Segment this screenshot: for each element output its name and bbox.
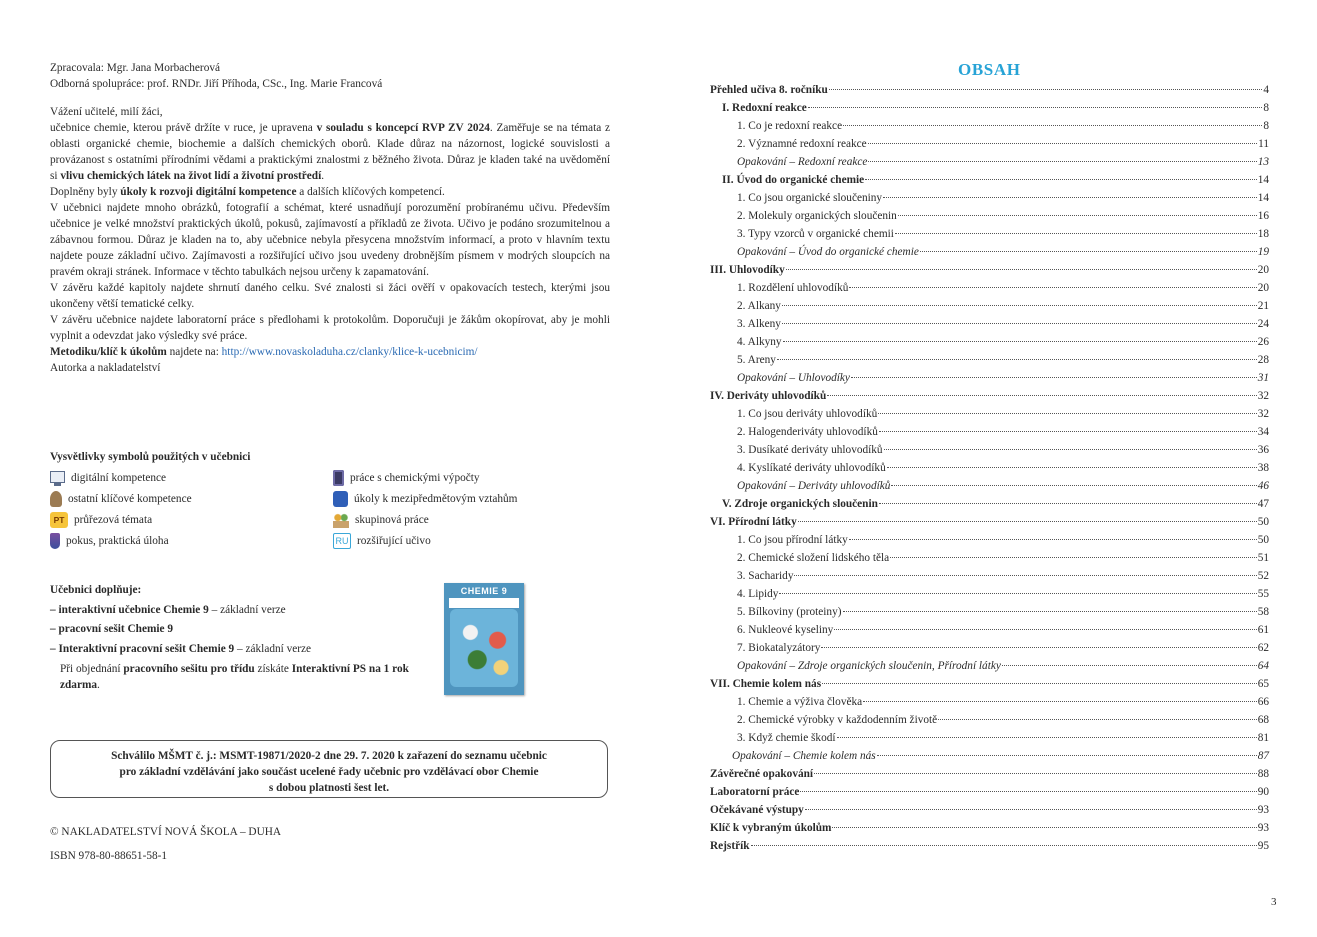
toc-leader-dots	[884, 449, 1257, 450]
toc-entry-page: 31	[1257, 372, 1269, 384]
toc-leader-dots	[891, 485, 1256, 486]
toc-entry-page: 65	[1257, 678, 1269, 690]
toc-entry-page: 36	[1257, 444, 1269, 456]
toc-entry-page: 90	[1257, 786, 1269, 798]
toc-entry-label: 2. Chemické výrobky v každodenním životě	[737, 714, 938, 726]
toc-entry-label: 1. Co jsou organické sloučeniny	[737, 192, 883, 204]
legend-grid	[50, 469, 610, 549]
toc-leader-dots	[782, 323, 1257, 324]
toc-row	[710, 369, 1269, 387]
legend-label: práce s chemickými výpočty	[350, 471, 480, 484]
toc-leader-dots	[843, 125, 1262, 126]
toc-entry-label: VI. Přírodní látky	[710, 516, 797, 528]
toc-entry-page: 4	[1263, 84, 1269, 96]
text-run-bold: pracovního sešitu pro třídu	[123, 663, 255, 675]
intro-text	[50, 104, 610, 376]
toc-entry-label: Závěrečné opakování	[710, 768, 814, 780]
text-run: najdete na:	[166, 346, 222, 358]
supplement-version: – základní verze	[208, 603, 286, 616]
toc-leader-dots	[782, 305, 1257, 306]
toc-entry-label: 5. Bílkoviny (proteiny)	[737, 606, 842, 618]
legend-item	[333, 469, 610, 486]
toc-leader-dots	[814, 773, 1257, 774]
toc-entry-label: 2. Molekuly organických sloučenin	[737, 210, 897, 222]
computer-icon	[50, 471, 65, 483]
emphasis-environment: vlivu chemických látek na život lidí a životní prostředí	[60, 170, 322, 182]
supplement-note	[50, 661, 430, 693]
intro-paragraph-2	[50, 184, 610, 200]
legend-title: Vysvětlivky symbolů použitých v učebnici	[50, 451, 251, 463]
toc-leader-dots	[920, 251, 1257, 252]
toc-entry-label: 7. Biokatalyzátory	[737, 642, 821, 654]
toc-entry-page: 20	[1257, 282, 1269, 294]
toc-leader-dots	[849, 287, 1256, 288]
toc-row	[710, 99, 1269, 117]
toc-entry-page: 95	[1257, 840, 1269, 852]
supplement-name: – interaktivní učebnice Chemie 9	[50, 603, 209, 616]
toc-row	[710, 585, 1269, 603]
toc-entry-label: Opakování – Uhlovodíky	[737, 372, 850, 384]
toc-entry-label: 3. Typy vzorců v organické chemii	[737, 228, 894, 240]
toc-row	[710, 81, 1269, 99]
toc-entry-page: 38	[1257, 462, 1269, 474]
text-run-bold: Interaktivní PS na 1 rok zdarma	[60, 663, 409, 691]
toc-entry-label: IV. Deriváty uhlovodíků	[710, 390, 827, 402]
toc-entry-page: 18	[1257, 228, 1269, 240]
toc-entry-label: 3. Když chemie škodí	[737, 732, 836, 744]
toc-entry-label: Laboratorní práce	[710, 786, 800, 798]
toc-entry-page: 88	[1257, 768, 1269, 780]
legend-label: úkoly k mezipředmětovým vztahům	[354, 492, 518, 505]
text-run: Při objednání	[60, 663, 124, 675]
toc-row	[710, 297, 1269, 315]
toc-row	[710, 621, 1269, 639]
cover-title: CHEMIE 9	[460, 586, 508, 596]
supplements-title	[50, 581, 430, 601]
toc-entry-page: 87	[1257, 750, 1269, 762]
legend-item	[50, 469, 333, 486]
toc-entry-page: 21	[1257, 300, 1269, 312]
toc-leader-dots	[878, 413, 1256, 414]
toc-leader-dots	[822, 683, 1257, 684]
toc-entry-label: 3. Alkeny	[737, 318, 781, 330]
toc-leader-dots	[868, 143, 1257, 144]
toc-entry-page: 93	[1257, 822, 1269, 834]
supplement-name: – Interaktivní pracovní sešit Chemie 9	[50, 642, 235, 655]
toc-entry-page: 14	[1257, 192, 1269, 204]
toc-entry-label: Opakování – Úvod do organické chemie	[737, 246, 919, 258]
legend-item	[50, 490, 333, 507]
toc-entry-label: VII. Chemie kolem nás	[710, 678, 822, 690]
toc-row	[710, 333, 1269, 351]
intro-paragraph-1	[50, 120, 610, 184]
credits	[50, 60, 610, 92]
toc-row	[710, 603, 1269, 621]
toc-leader-dots	[777, 359, 1257, 360]
toc-entry-page: 55	[1257, 588, 1269, 600]
toc-entry-page: 46	[1257, 480, 1269, 492]
toc-row	[710, 747, 1269, 765]
toc-leader-dots	[849, 539, 1257, 540]
toc-entry-page: 51	[1257, 552, 1269, 564]
toc-entry-page: 28	[1257, 354, 1269, 366]
toc-leader-dots	[808, 107, 1263, 108]
cover-illustration	[450, 609, 518, 687]
toc-row	[710, 189, 1269, 207]
toc-row	[710, 783, 1269, 801]
toc-entry-label: Klíč k vybraným úkolům	[710, 822, 832, 834]
supplements	[50, 581, 430, 693]
toc-entry-page: 50	[1257, 534, 1269, 546]
group-icon	[333, 512, 349, 528]
toc-leader-dots	[865, 179, 1257, 180]
ru-icon: RU	[333, 533, 351, 549]
toc-entry-label: 1. Co jsou přírodní látky	[737, 534, 848, 546]
text-run: Doplněny byly	[50, 186, 121, 198]
toc-entry-label: 5. Areny	[737, 354, 776, 366]
flask-icon	[50, 533, 60, 549]
toc-leader-dots	[751, 845, 1257, 846]
method-link[interactable]: http://www.novaskoladuha.cz/clanky/klice-k-ucebnicim/	[221, 346, 478, 358]
toc-entry-page: 32	[1257, 408, 1269, 420]
toc-entry-page: 62	[1257, 642, 1269, 654]
toc-leader-dots	[779, 593, 1256, 594]
toc-leader-dots	[837, 737, 1257, 738]
toc-entry-page: 52	[1257, 570, 1269, 582]
toc-row	[710, 837, 1269, 855]
toc-row	[710, 135, 1269, 153]
toc-leader-dots	[798, 521, 1257, 522]
toc-row	[710, 423, 1269, 441]
toc-entry-page: 81	[1257, 732, 1269, 744]
legend-label: skupinová práce	[355, 513, 429, 526]
intro-paragraph-3: V učebnici najdete mnoho obrázků, fotografií a schémat, které usnadňují porozumění probíranému učivu. Především učebnice je velké množství praktických úkolů, pokusů, zajímavostí a příkladů ze života. Učivo je podáno srozumitelnou a zábavnou formou. Důraz je kladen na to, aby učebnice nebyla přesycena množstvím informací, a proto v hlavním textu najdete pouze základní učivo. Zajímavosti a rozšiřující učivo jsou uvedeny drobnějším písmem v modrých sloupcích na pravém okraji stránek. Informace v těchto tabulkách nejsou určeny k zapamatování.	[50, 202, 610, 278]
toc-entry-label: Opakování – Zdroje organických sloučenin, Přírodní látky	[737, 660, 1001, 672]
toc-row	[710, 243, 1269, 261]
toc-leader-dots	[883, 197, 1257, 198]
emphasis-digital: úkoly k rozvoji digitální kompetence	[120, 186, 297, 198]
left-page	[50, 60, 610, 376]
legend-label: pokus, praktická úloha	[66, 534, 169, 547]
toc-row	[710, 675, 1269, 693]
text-run: učebnice chemie, kterou právě držíte v ruce, je upravena	[50, 122, 317, 134]
toc-entry-label: Přehled učiva 8. ročníku	[710, 84, 828, 96]
toc-row	[710, 117, 1269, 135]
page-number: 3	[1271, 896, 1277, 908]
collaborators-line: Odborná spolupráce: prof. RNDr. Jiří Příhoda, CSc., Ing. Marie Francová	[50, 78, 383, 90]
toc-entry-page: 11	[1258, 138, 1269, 150]
toc-entry-label: Rejstřík	[710, 840, 750, 852]
toc-entry-label: 3. Dusíkaté deriváty uhlovodíků	[737, 444, 883, 456]
toc-row	[710, 387, 1269, 405]
toc-leader-dots	[794, 575, 1256, 576]
toc-leader-dots	[834, 629, 1256, 630]
toc-row	[710, 279, 1269, 297]
toc-row	[710, 441, 1269, 459]
toc-entry-label: 3. Sacharidy	[737, 570, 794, 582]
legend-item	[50, 511, 333, 528]
toc-entry-label: 2. Chemické složení lidského těla	[737, 552, 890, 564]
toc-leader-dots	[786, 269, 1257, 270]
toc-entry-page: 24	[1257, 318, 1269, 330]
symbol-legend	[50, 451, 610, 549]
text-run: získáte	[254, 663, 292, 675]
toc-row	[710, 477, 1269, 495]
toc-entry-label: 4. Alkyny	[737, 336, 782, 348]
calculator-icon	[333, 470, 344, 486]
toc-entry-label: 1. Rozdělení uhlovodíků	[737, 282, 849, 294]
supplement-item	[50, 620, 430, 640]
toc-entry-page: 20	[1257, 264, 1269, 276]
toc-row	[710, 225, 1269, 243]
toc-row	[710, 459, 1269, 477]
text-run: a dalších klíčových kompetencí.	[296, 186, 445, 198]
toc-leader-dots	[879, 503, 1257, 504]
toc-leader-dots	[821, 647, 1256, 648]
toc-entry-page: 26	[1257, 336, 1269, 348]
toc-row	[710, 765, 1269, 783]
toc-row	[710, 693, 1269, 711]
toc-entry-label: I. Redoxní reakce	[722, 102, 807, 114]
toc-row	[710, 549, 1269, 567]
toc-row	[710, 351, 1269, 369]
toc-row	[710, 801, 1269, 819]
toc-row	[710, 495, 1269, 513]
emphasis-rvp: v souladu s koncepcí RVP ZV 2024	[316, 122, 490, 134]
toc-leader-dots	[1002, 665, 1257, 666]
toc-leader-dots	[877, 755, 1257, 756]
toc-entry-page: 16	[1257, 210, 1269, 222]
toc-entry-page: 50	[1257, 516, 1269, 528]
supplements-heading: Učebnici doplňuje:	[50, 584, 142, 596]
toc-entry-label: 2. Halogenderiváty uhlovodíků	[737, 426, 878, 438]
toc-leader-dots	[783, 341, 1257, 342]
toc-entry-page: 68	[1257, 714, 1269, 726]
approval-line: s dobou platnosti šest let.	[268, 782, 390, 794]
toc-entry-page: 19	[1257, 246, 1269, 258]
method-label: Metodiku/klíč k úkolům	[50, 346, 167, 358]
text-run: .	[321, 170, 325, 182]
legend-label: digitální kompetence	[71, 471, 167, 484]
toc-row	[710, 171, 1269, 189]
toc-entry-page: 64	[1257, 660, 1269, 672]
toc-entry-label: Opakování – Deriváty uhlovodíků	[737, 480, 891, 492]
toc-entry-page: 14	[1257, 174, 1269, 186]
toc-entry-label: 2. Významné redoxní reakce	[737, 138, 867, 150]
toc-entry-page: 13	[1257, 156, 1269, 168]
toc-entry-page: 34	[1257, 426, 1269, 438]
toc-leader-dots	[898, 215, 1257, 216]
legend-item	[333, 532, 610, 549]
toc-entry-label: Opakování – Redoxní reakce	[737, 156, 868, 168]
supplement-version: – základní verze	[234, 642, 312, 655]
toc-row	[710, 729, 1269, 747]
toc-leader-dots	[800, 791, 1256, 792]
toc-row	[710, 711, 1269, 729]
book-cover-image	[444, 583, 524, 695]
toc-entry-page: 8	[1263, 120, 1269, 132]
toc-row	[710, 207, 1269, 225]
toc-leader-dots	[829, 89, 1263, 90]
supplement-item	[50, 601, 430, 621]
legend-item	[333, 490, 610, 507]
legend-label: průřezová témata	[74, 513, 153, 526]
toc-row	[710, 261, 1269, 279]
legend-label: rozšiřující učivo	[357, 534, 431, 547]
toc-leader-dots	[863, 701, 1257, 702]
text-run: . Zaměřuje se na témata z oblasti organické chemie, biochemie a dalších chemických oborů. Klade důraz na názornost, logické souvislosti a provázanost s ostatními přírodními vědami a praktickými znalostmi z běžného života. Důraz je kladen také na uvědomění si	[50, 122, 610, 182]
toc-entry-label: II. Úvod do organické chemie	[722, 174, 865, 186]
method-line	[50, 344, 610, 360]
puzzle-icon	[333, 491, 348, 507]
toc-entry-label: Očekávané výstupy	[710, 804, 804, 816]
legend-label: ostatní klíčové kompetence	[68, 492, 192, 505]
toc-entry-label: 6. Nukleové kyseliny	[737, 624, 834, 636]
toc-row	[710, 315, 1269, 333]
supplement-name: – pracovní sešit Chemie 9	[50, 623, 173, 635]
intro-paragraph-5: V závěru učebnice najdete laboratorní práce s předlohami k protokolům. Doporučuji je žákům okopírovat, aby je mohli vyplnit a odevzdat jako výsledky své práce.	[50, 314, 610, 342]
toc-row	[710, 639, 1269, 657]
toc-leader-dots	[879, 431, 1257, 432]
signature: Autorka a nakladatelství	[50, 362, 161, 374]
toc-row	[710, 531, 1269, 549]
greeting: Vážení učitelé, milí žáci,	[50, 106, 163, 118]
legend-item	[333, 511, 610, 528]
toc-entry-label: V. Zdroje organických sloučenin	[722, 498, 878, 510]
toc-leader-dots	[887, 467, 1257, 468]
toc-row	[710, 567, 1269, 585]
toc-entry-label: 1. Chemie a výživa člověka	[737, 696, 863, 708]
toc-row	[710, 657, 1269, 675]
pt-icon: PT	[50, 512, 68, 528]
toc-leader-dots	[843, 611, 1257, 612]
toc-entry-page: 93	[1257, 804, 1269, 816]
toc-entry-label: 4. Lipidy	[737, 588, 779, 600]
toc-leader-dots	[895, 233, 1257, 234]
toc-title: OBSAH	[958, 60, 1021, 79]
toc-row	[710, 513, 1269, 531]
people-icon	[50, 491, 62, 507]
approval-box	[50, 740, 608, 798]
toc-row	[710, 819, 1269, 837]
toc-entry-page: 32	[1257, 390, 1269, 402]
table-of-contents	[710, 81, 1269, 855]
supplement-item	[50, 640, 430, 660]
toc-leader-dots	[805, 809, 1257, 810]
toc-entry-page: 47	[1257, 498, 1269, 510]
toc-leader-dots	[890, 557, 1257, 558]
toc-entry-label: 1. Co jsou deriváty uhlovodíků	[737, 408, 878, 420]
toc-entry-label: III. Uhlovodíky	[710, 264, 785, 276]
isbn: ISBN 978-80-88651-58-1	[50, 850, 168, 862]
toc-leader-dots	[832, 827, 1256, 828]
toc-entry-page: 66	[1257, 696, 1269, 708]
author-line: Zpracovala: Mgr. Jana Morbacherová	[50, 62, 221, 74]
toc-entry-label: Opakování – Chemie kolem nás	[732, 750, 876, 762]
cover-subtitle-band	[449, 598, 519, 608]
legend-item	[50, 532, 333, 549]
toc-leader-dots	[827, 395, 1256, 396]
approval-line: pro základní vzdělávání jako součást ucelené řady učebnic pro vzdělávací obor Chemie	[119, 766, 539, 778]
toc-entry-label: 1. Co je redoxní reakce	[737, 120, 843, 132]
text-run: .	[97, 679, 100, 691]
toc-entry-label: 2. Alkany	[737, 300, 781, 312]
toc-leader-dots	[938, 719, 1257, 720]
toc-row	[710, 405, 1269, 423]
toc-entry-page: 8	[1263, 102, 1269, 114]
toc-entry-label: 4. Kyslíkaté deriváty uhlovodíků	[737, 462, 886, 474]
toc-row	[710, 153, 1269, 171]
intro-paragraph-4: V závěru každé kapitoly najdete shrnutí daného celku. Své znalosti si žáci ověří v opakovacích testech, kterými jsou ukončeny větší tematické celky.	[50, 282, 610, 310]
toc-entry-page: 58	[1257, 606, 1269, 618]
approval-line: Schválilo MŠMT č. j.: MSMT-19871/2020-2 dne 29. 7. 2020 k zařazení do seznamu učebnic	[111, 750, 547, 762]
toc-leader-dots	[851, 377, 1257, 378]
toc-leader-dots	[868, 161, 1256, 162]
toc-entry-page: 61	[1257, 624, 1269, 636]
copyright: © NAKLADATELSTVÍ NOVÁ ŠKOLA – DUHA	[50, 826, 282, 838]
